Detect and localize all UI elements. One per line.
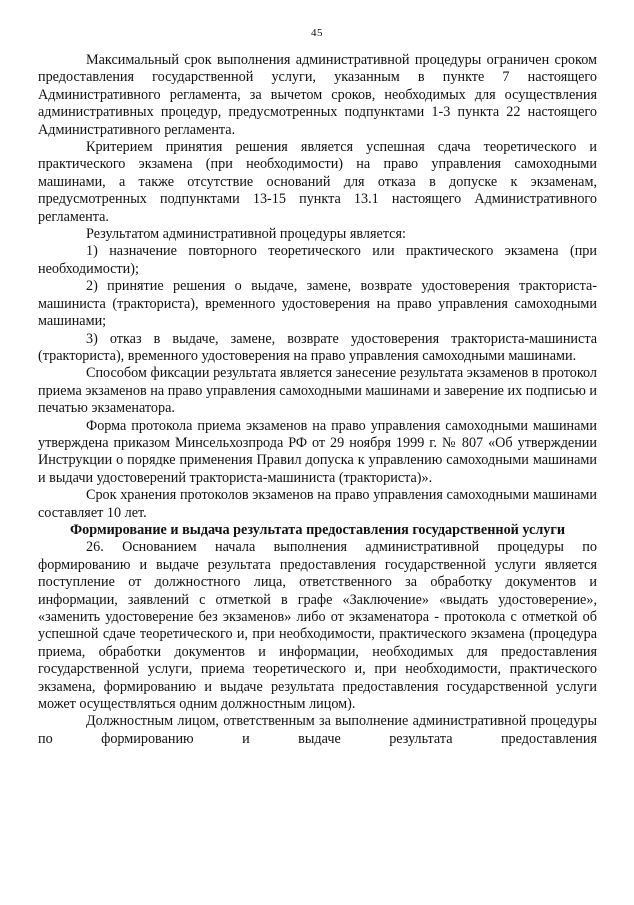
paragraph-protocol-form: Форма протокола приема экзаменов на право управления самоходными машинами утверждена приказом Минсельхозпрода РФ от 29 ноября 1999 г. № 807 «Об утверждении Инструкции о порядке применения Правил допуска к управлению самоходными машинами и выдачи удостоверений тракториста-машиниста (тракториста)». xyxy=(38,417,597,486)
paragraph-decision-criteria: Критерием принятия решения является успешная сдача теоретического и практического экзамена (при необходимости) на право управления самоходными машинами, а также отсутствие оснований для отказа в допуске к экзаменам, предусмотренных подпунктами 13-15 пункта 13.1 настоящего Административного регламента. xyxy=(38,139,597,225)
section-heading: Формирование и выдача результата предоставления государственной услуги xyxy=(69,521,566,538)
paragraph-storage-period: Срок хранения протоколов экзаменов на право управления самоходными машинами составляет 10 лет. xyxy=(38,487,597,521)
paragraph-responsible-official: Должностным лицом, ответственным за выполнение административной процедуры по формированию и выдаче результата предоставления xyxy=(38,713,597,747)
paragraph-max-duration: Максимальный срок выполнения административной процедуры ограничен сроком предоставления государственной услуги, указанным в пункте 7 настоящего Административного регламента, за вычетом сроков, необходимых для осуществления административных процедур, предусмотренных подпунктами 1-3 пункта 22 настоящего Административного регламента. xyxy=(38,52,597,138)
paragraph-result-intro: Результатом административной процедуры является: xyxy=(86,226,406,243)
paragraph-fixation-method: Способом фиксации результата является занесение результата экзаменов в протокол приема экзаменов на право управления самоходными машинами и заверение их подписью и печатью экзаменатора. xyxy=(38,365,597,417)
paragraph-result-item-1: 1) назначение повторного теоретического или практического экзамена (при необходимости); xyxy=(38,243,597,277)
paragraph-result-item-3: 3) отказ в выдаче, замене, возврате удостоверения тракториста-машиниста (тракториста), временного удостоверения на право управления самоходными машинами. xyxy=(38,330,597,364)
page-number: 45 xyxy=(311,27,323,39)
paragraph-section-26: 26. Основанием начала выполнения административной процедуры по формированию и выдаче результата предоставления государственной услуги является поступление от должностного лица, ответственного за обработку документов и информации, заявлений с отметкой в графе «Заключение» «выдать удостоверение», «заменить удостоверение без экзаменов» либо от экзаменатора - протокола с отметкой об успешной сдаче теоретического и, при необходимости, практического экзамена (процедура приема, обработки документов и информации, необходимых для предоставления государственной услуги, приема теоретического и, при необходимости, практического экзамена, формированию и выдаче результата предоставления государственной услуги может осуществляться одним должностным лицом). xyxy=(38,539,597,713)
document-body xyxy=(38,52,597,748)
paragraph-result-item-2: 2) принятие решения о выдаче, замене, возврате удостоверения тракториста-машиниста (тракториста), временного удостоверения на право управления самоходными машинами; xyxy=(38,278,597,330)
